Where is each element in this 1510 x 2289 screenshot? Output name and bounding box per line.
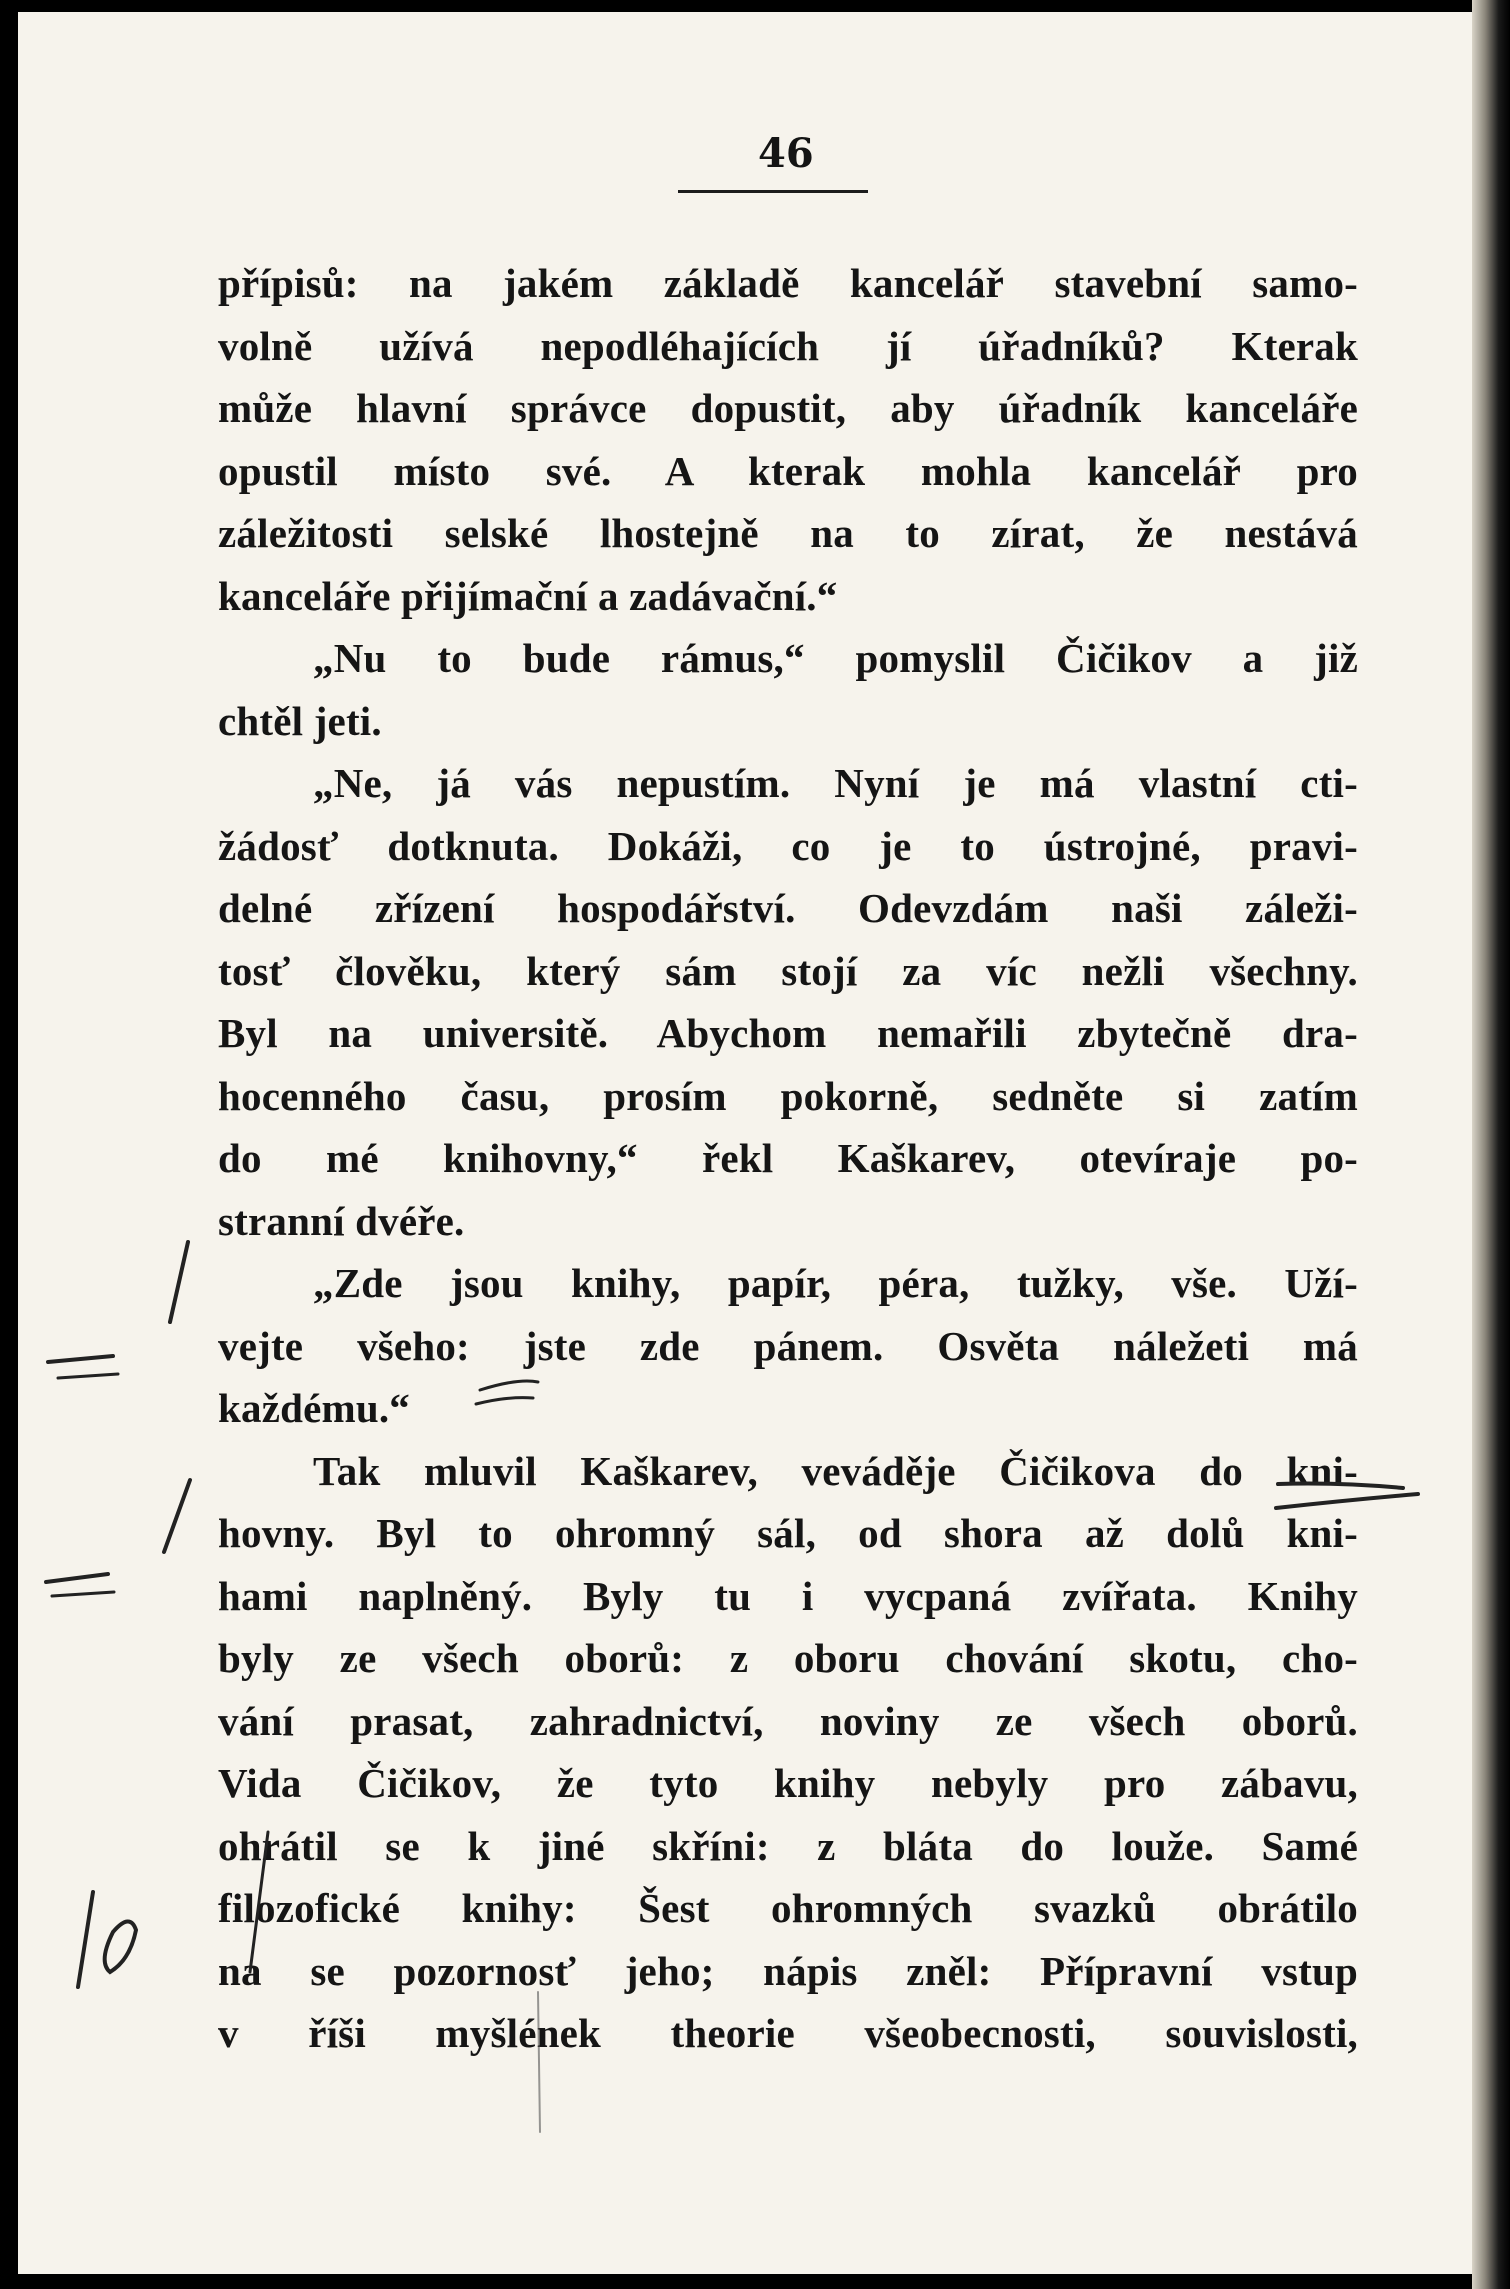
pencil-stroke-mark [538, 1992, 540, 2132]
text-line: „Nu to bude rámus,“ pomyslil Čičikov a již [313, 635, 1358, 681]
text-line: vání prasat, zahradnictví, noviny ze všech oborů. [218, 1697, 1358, 1744]
text-line: Byl na universitě. Abychom nemařili zbytečně dra- [218, 1010, 1358, 1056]
text-line: delné zřízení hospodářství. Odevzdám naši záleži- [218, 885, 1358, 931]
pencil-stroke-mark [250, 1832, 268, 1972]
page-number: 46 [758, 130, 814, 177]
margin-dash-mark [58, 1374, 118, 1378]
text-line: každému.“ [218, 1385, 411, 1431]
text-line: žádosť dotknuta. Dokáži, co je to ústrojné, pravi- [218, 822, 1358, 869]
text-line: vejte všeho: jste zde pánem. Osvěta náležeti má [218, 1322, 1358, 1369]
text-line: na se pozornosť jeho; nápis zněl: Přípravní vstup [218, 1947, 1358, 1994]
text-line: volně užívá nepodléhajících jí úřadníků? Kterak [218, 322, 1358, 369]
text-line: kanceláře přijímační a zadávační.“ [218, 572, 838, 619]
text-line: stranní dvéře. [218, 1197, 465, 1244]
text-line: hami naplněný. Byly tu i vycpaná zvířata. Knihy [218, 1572, 1358, 1619]
text-line: záležitosti selské lhostejně na to zírat, že nestává [218, 510, 1358, 556]
text-line: v říši myšlének theorie všeobecnosti, souvislosti, [218, 2010, 1358, 2056]
text-line: filozofické knihy: Šest ohromných svazků obrátilo [218, 1885, 1358, 1931]
margin-slash-mark [170, 1242, 188, 1322]
text-line: „Zde jsou knihy, papír, péra, tužky, vše. Uží- [313, 1260, 1358, 1306]
margin-dash-mark [52, 1592, 114, 1596]
strike-mark [1276, 1494, 1418, 1508]
text-line: přípisů: na jakém základě kancelář stavební samo- [218, 260, 1358, 306]
text-line: tosť člověku, který sám stojí za víc nežli všechny. [218, 947, 1358, 994]
text-line: může hlavní správce dopustit, aby úřadník kanceláře [218, 385, 1358, 431]
text-line: Tak mluvil Kaškarev, veváděje Čičikova do kni- [313, 1447, 1358, 1494]
strike-mark [1278, 1484, 1403, 1489]
text-line: „Ne, já vás nepustím. Nyní je má vlastní cti- [313, 760, 1358, 806]
text-line: hocenného času, prosím pokorně, sedněte si zatím [218, 1072, 1358, 1119]
page-edge-shadow [1472, 0, 1510, 2289]
margin-dash-mark [46, 1574, 108, 1582]
handwritten-ten-mark [78, 1892, 136, 1987]
text-line: byly ze všech oborů: z oboru chování skotu, cho- [218, 1635, 1358, 1681]
margin-dash-mark [48, 1356, 113, 1362]
book-page [18, 12, 1480, 2274]
text-line: hovny. Byl to ohromný sál, od shora až dolů kni- [218, 1510, 1358, 1556]
inline-squiggle-mark [476, 1381, 538, 1404]
text-line: opustil místo své. A kterak mohla kancelář pro [218, 447, 1358, 494]
text-line: chtěl jeti. [218, 697, 382, 744]
text-line: do mé knihovny,“ řekl Kaškarev, otevíraje po- [218, 1135, 1358, 1181]
text-line: ohrátil se k jiné skříni: z bláta do louže. Samé [218, 1822, 1358, 1869]
margin-slash-mark [164, 1480, 190, 1552]
text-line: Vida Čičikov, že tyto knihy nebyly pro zábavu, [218, 1760, 1358, 1806]
